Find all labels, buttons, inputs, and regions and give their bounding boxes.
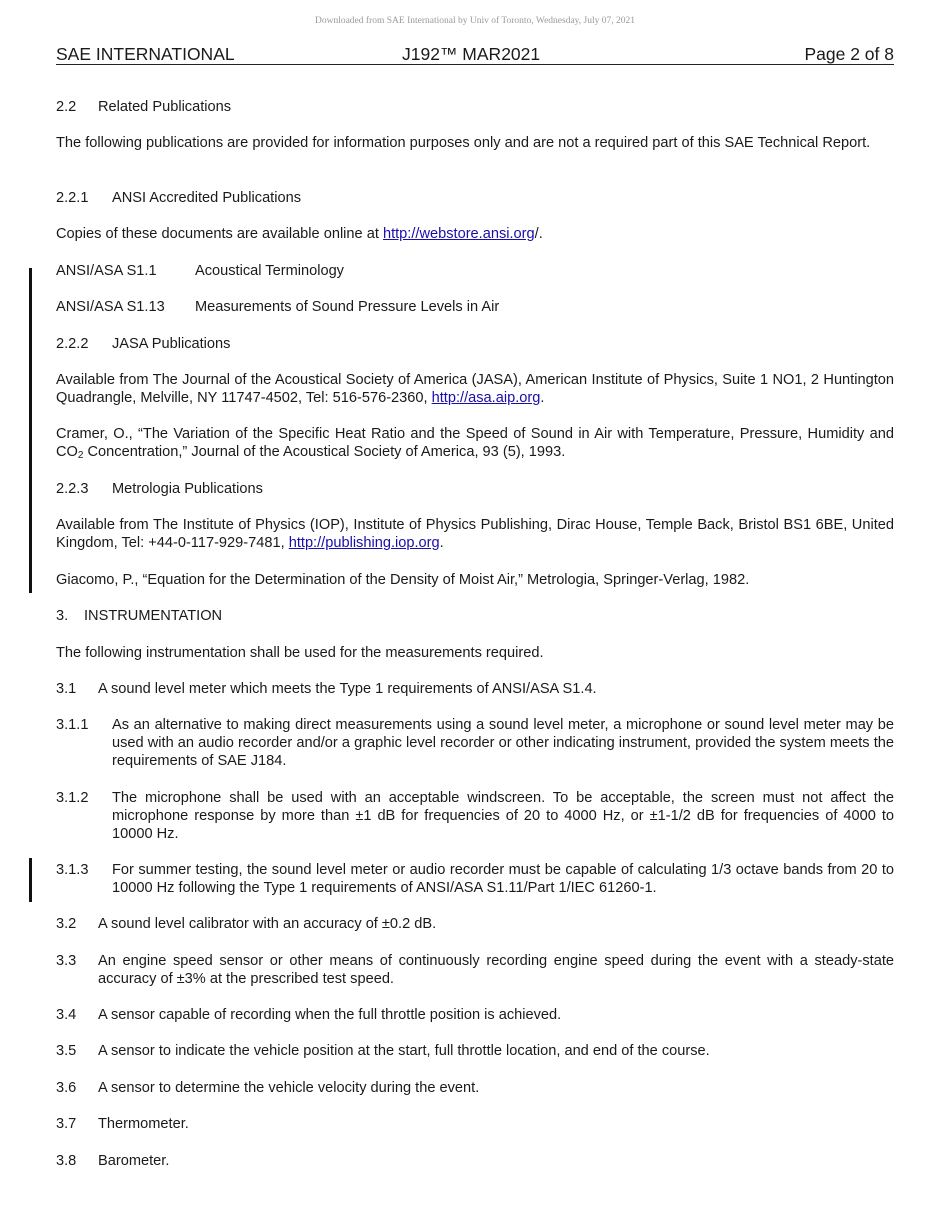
list-item: 3.1.2 The microphone shall be used with an acceptable windscreen. To be acceptable, the screen must not affect the microphone response by more than ±1 dB for frequencies of 20 to 4000 Hz, or ±1-1/2 dB for frequencies of 4000 to 10000 Hz. [56,790,894,842]
download-notice: Downloaded from SAE International by Univ of Toronto, Wednesday, July 07, 2021 [314,16,636,26]
list-item: 3.6 A sensor to determine the vehicle velocity during the event. [56,1080,480,1096]
revision-bar [29,268,32,593]
reference-giacomo: Giacomo, P., “Equation for the Determination of the Density of Moist Air,” Metrologia, Springer-Verlag, 1982. [56,572,750,588]
list-item: 3.1 A sound level meter which meets the Type 1 requirements of ANSI/ASA S1.4. [56,681,597,697]
ansi-availability: Copies of these documents are available online at http://webstore.ansi.org/. [56,226,543,242]
header-document-id: J192™ MAR2021 [402,44,541,64]
list-item: 3.4 A sensor capable of recording when the full throttle position is achieved. [56,1007,562,1023]
iop-link[interactable]: http://publishing.iop.org [288,535,440,551]
list-item: 3.2 A sound level calibrator with an accuracy of ±0.2 dB. [56,916,437,932]
list-item: 3.1.1 As an alternative to making direct measurements using a sound level meter, a microphone or sound level meter may be used with an audio recorder and/or a graphic level recorder or other indicating instrument, provided the system meets the requirements of SAE J184. [56,717,894,769]
list-item: 3.1.3 For summer testing, the sound level meter or audio recorder must be capable of calculating 1/3 octave bands from 20 to 10000 Hz following the Type 1 requirements of ANSI/ASA S1.11/Part 1/IEC 61260-1. [56,862,894,896]
jasa-link[interactable]: http://asa.aip.org [431,390,541,406]
list-item: 3.5 A sensor to indicate the vehicle position at the start, full throttle location, and end of the course. [56,1043,710,1059]
iop-availability: Available from The Institute of Physics (IOP), Institute of Physics Publishing, Dirac House, Temple Back, Bristol BS1 6BE, United Kingdom, Tel: +44-0-117-929-7481, http://publishing.iop.org. [56,517,894,551]
reference-cramer: Cramer, O., “The Variation of the Specific Heat Ratio and the Speed of Sound in Air with Temperature, Pressure, Humidity and $CO_2$ Concentration,” Journal of the Acoustical Society of America, 93 (5), 1993. [56,426,894,461]
list-item: 3.7 Thermometer. [56,1116,189,1132]
ansi-webstore-link[interactable]: http://webstore.ansi.org [382,226,535,242]
jasa-availability: Available from The Journal of the Acoustical Society of America (JASA), American Institute of Physics, Suite 1 NO1, 2 Huntington Quadrangle, Melville, NY 11747-4502, Tel: 516-576-2360, http://asa.aip.org. [56,372,894,406]
section-2-2-intro: The following publications are provided for information purposes only and are not a required part of this SAE Technical Report. [56,135,871,151]
revision-bar [29,858,32,902]
list-item: 3.3 An engine speed sensor or other means of continuously recording engine speed during the event with a steady-state accuracy of ±3% at the prescribed test speed. [56,953,894,987]
header-page-number: Page 2 of 8 [804,44,894,64]
header-publisher: SAE INTERNATIONAL [56,44,235,64]
section-3-intro: The following instrumentation shall be used for the measurements required. [56,645,544,661]
list-item: 3.8 Barometer. [56,1153,170,1169]
page-header [56,44,894,65]
